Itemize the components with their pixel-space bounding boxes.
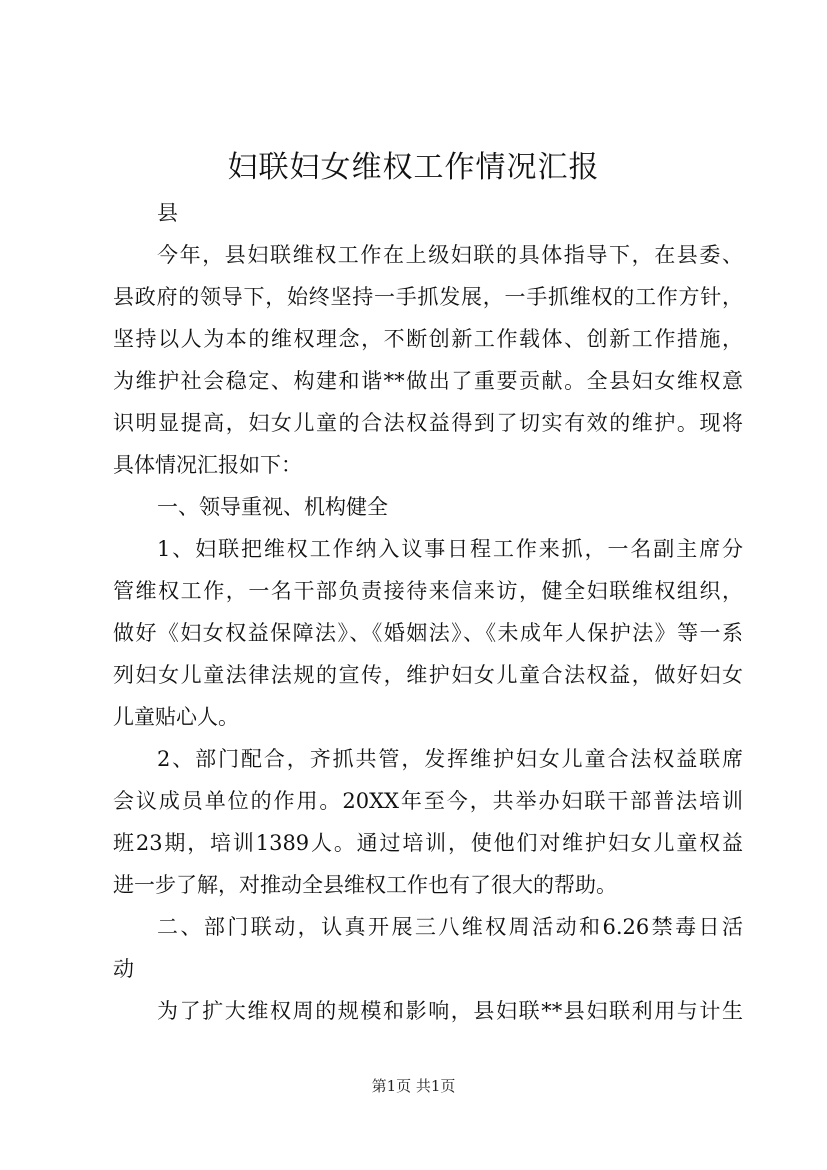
text-line: 进一步了解，对推动全县维权工作也有了很大的帮助。 <box>113 873 617 897</box>
text-line: 为维护社会稳定、构建和谐**做出了重要贡献。全县妇女维权意 <box>113 369 743 393</box>
text-line: 管维权工作，一名干部负责接待来信来访，健全妇联维权组织， <box>113 579 743 603</box>
text-line: 做好《妇女权益保障法》、《婚姻法》、《未成年人保护法》等一系 <box>113 621 743 645</box>
text-line: 识明显提高，妇女儿童的合法权益得到了切实有效的维护。现将 <box>113 411 743 435</box>
text-line: 一、领导重视、机构健全 <box>157 495 388 519</box>
page-footer: 第1页 共1页 <box>371 1077 456 1095</box>
text-line: 动 <box>113 957 134 981</box>
text-line: 班23期，培训1389人。通过培训，使他们对维护妇女儿童权益 <box>113 831 743 855</box>
text-line: 县政府的领导下，始终坚持一手抓发展，一手抓维权的工作方针， <box>113 285 743 309</box>
text-line: 二、部门联动，认真开展三八维权周活动和6.26禁毒日活 <box>157 915 743 939</box>
document-title: 妇联妇女维权工作情况汇报 <box>227 150 600 185</box>
text-line: 具体情况汇报如下： <box>113 453 302 477</box>
document-body <box>113 192 743 1032</box>
text-line: 列妇女儿童法律法规的宣传，维护妇女儿童合法权益，做好妇女 <box>113 663 743 687</box>
text-line: 儿童贴心人。 <box>113 705 239 729</box>
text-line: 会议成员单位的作用。20XX年至今，共举办妇联干部普法培训 <box>113 789 743 813</box>
text-line: 今年，县妇联维权工作在上级妇联的具体指导下，在县委、 <box>157 243 743 267</box>
text-line: 为了扩大维权周的规模和影响，县妇联**县妇联利用与计生 <box>157 999 743 1023</box>
text-line: 县 <box>157 201 178 225</box>
text-line: 2、部门配合，齐抓共管，发挥维护妇女儿童合法权益联席 <box>157 747 743 771</box>
text-line: 1、妇联把维权工作纳入议事日程工作来抓，一名副主席分 <box>157 537 743 561</box>
text-line: 坚持以人为本的维权理念，不断创新工作载体、创新工作措施， <box>113 327 743 351</box>
